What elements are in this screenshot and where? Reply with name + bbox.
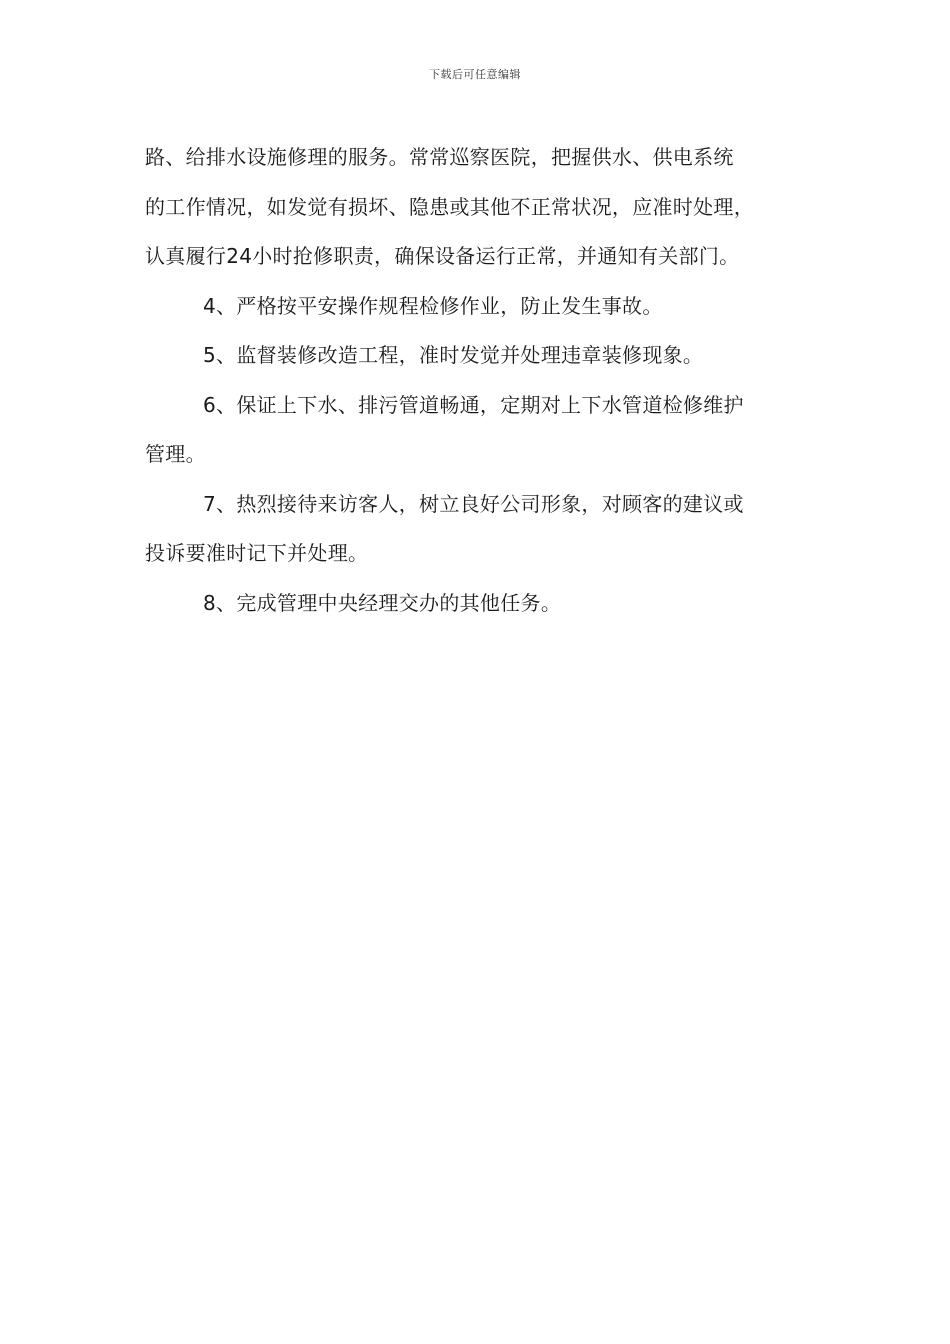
list-item-6: 6、保证上下水、排污管道畅通，定期对上下水管道检修维护 <box>203 392 744 417</box>
list-item-5: 5、监督装修改造工程，准时发觉并处理违章装修现象。 <box>203 343 704 367</box>
text-line: 的工作情况，如发觉有损坏、隐患或其他不正常状况，应准时处理， <box>145 194 754 219</box>
list-item-7: 7、热烈接待来访客人，树立良好公司形象，对顾客的建议或 <box>203 491 744 516</box>
body-text <box>145 133 825 628</box>
text-line: 路、给排水设施修理的服务。常常巡察医院，把握供水、供电系统 <box>145 145 734 169</box>
page-header: 下载后可任意编辑 <box>429 68 521 81</box>
list-item-4: 4、严格按平安操作规程检修作业，防止发生事故。 <box>203 293 663 318</box>
text-line: 投诉要准时记下并处理。 <box>145 541 369 565</box>
list-item-8: 8、完成管理中央经理交办的其他任务。 <box>203 590 562 615</box>
text-line: 管理。 <box>145 442 206 466</box>
text-line: 认真履行24小时抢修职责，确保设备运行正常，并通知有关部门。 <box>145 244 740 268</box>
